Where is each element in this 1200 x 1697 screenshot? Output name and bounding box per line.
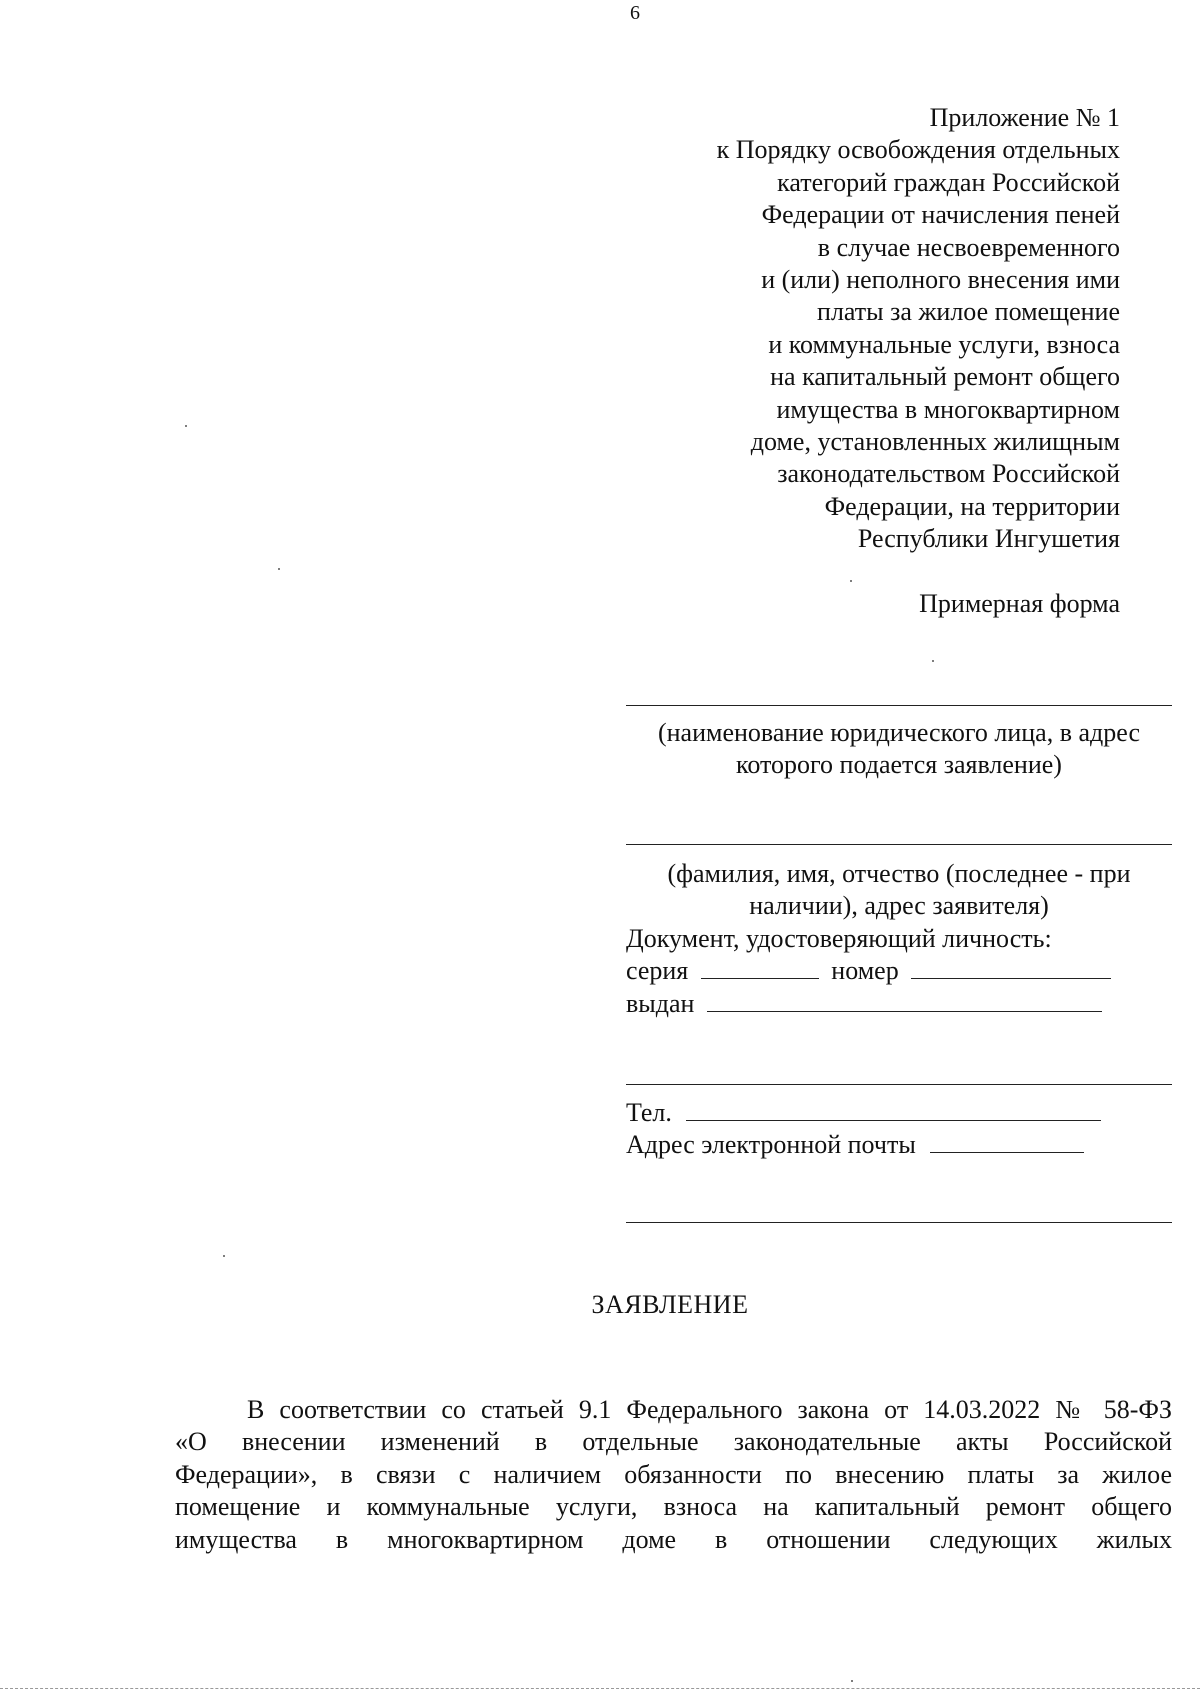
phone-field[interactable]	[686, 1098, 1101, 1121]
email-row	[626, 1129, 1172, 1161]
page-number: 6	[630, 2, 640, 24]
appendix-line: в случае несвоевременного	[817, 232, 1120, 262]
appendix-line: законодательством Российской	[777, 459, 1120, 489]
appendix-line: Федерации, на территории	[824, 491, 1120, 521]
appendix-line: Приложение № 1	[929, 103, 1120, 132]
phone-label: Тел.	[626, 1098, 672, 1127]
form-label: Примерная форма	[919, 589, 1120, 618]
recipient-name-line[interactable]	[626, 705, 1172, 706]
appendix-line: и коммунальные услуги, взноса	[768, 329, 1120, 359]
appendix-header	[600, 102, 1120, 556]
appendix-line: Республики Ингушетия	[857, 524, 1120, 554]
recipient-caption-line: (наименование юридического лица, в адрес	[657, 718, 1140, 747]
scan-speck	[850, 580, 852, 582]
scan-speck	[278, 568, 280, 570]
appendix-line: и (или) неполного внесения ими	[761, 265, 1120, 295]
scan-edge-line	[0, 1688, 1200, 1689]
scan-speck	[223, 1255, 225, 1257]
id-document-label: Документ, удостоверяющий личность:	[626, 923, 1052, 953]
statement-title: ЗАЯВЛЕНИЕ	[591, 1290, 749, 1319]
email-field[interactable]	[930, 1130, 1084, 1153]
id-issued-row	[626, 988, 1172, 1020]
email-label: Адрес электронной почты	[626, 1130, 916, 1160]
scan-speck	[932, 660, 934, 662]
number-field[interactable]	[911, 956, 1111, 979]
body-line: «О внесении изменений в отдельные законодательные акты Российской	[175, 1427, 1172, 1457]
recipient-caption-line: которого подается заявление)	[736, 750, 1062, 780]
issued-field[interactable]	[707, 989, 1102, 1012]
body-line: помещение и коммунальные услуги, взноса на капитальный ремонт общего	[175, 1492, 1172, 1522]
applicant-name-line[interactable]	[626, 844, 1172, 845]
body-line: В соответствии со статьей 9.1 Федерального закона от 14.03.2022 № 58-ФЗ	[247, 1395, 1172, 1424]
scan-speck	[851, 1680, 853, 1682]
recipient-caption	[626, 717, 1172, 782]
body-line: имущества в многоквартирном доме в отношении следующих жилых	[175, 1524, 1172, 1554]
statement-body	[175, 1394, 1172, 1556]
applicant-address-line[interactable]	[626, 1084, 1172, 1085]
body-line: Федерации», в связи с наличием обязанности по внесению платы за жилое	[175, 1459, 1172, 1489]
appendix-line: доме, установленных жилищным	[750, 427, 1120, 457]
issued-label: выдан	[626, 988, 695, 1018]
series-label: серия	[626, 956, 689, 986]
appendix-line: к Порядку освобождения отдельных	[716, 135, 1120, 165]
phone-row	[626, 1097, 1172, 1129]
applicant-caption-line: (фамилия, имя, отчество (последнее - при	[667, 859, 1131, 888]
appendix-line: на капитальный ремонт общего	[770, 362, 1120, 392]
number-label: номер	[831, 956, 899, 986]
appendix-line: Федерации от начисления пеней	[761, 200, 1120, 230]
applicant-caption-line: наличии), адрес заявителя)	[749, 891, 1049, 921]
scan-speck	[185, 425, 187, 427]
applicant-block	[626, 858, 1172, 1020]
appendix-line: имущества в многоквартирном	[776, 394, 1120, 424]
id-series-number-row	[626, 955, 1172, 987]
appendix-line: категорий граждан Российской	[777, 167, 1120, 197]
contacts-block	[626, 1097, 1172, 1162]
contacts-extra-line[interactable]	[626, 1222, 1172, 1223]
appendix-line: платы за жилое помещение	[817, 297, 1120, 327]
series-field[interactable]	[701, 956, 819, 979]
